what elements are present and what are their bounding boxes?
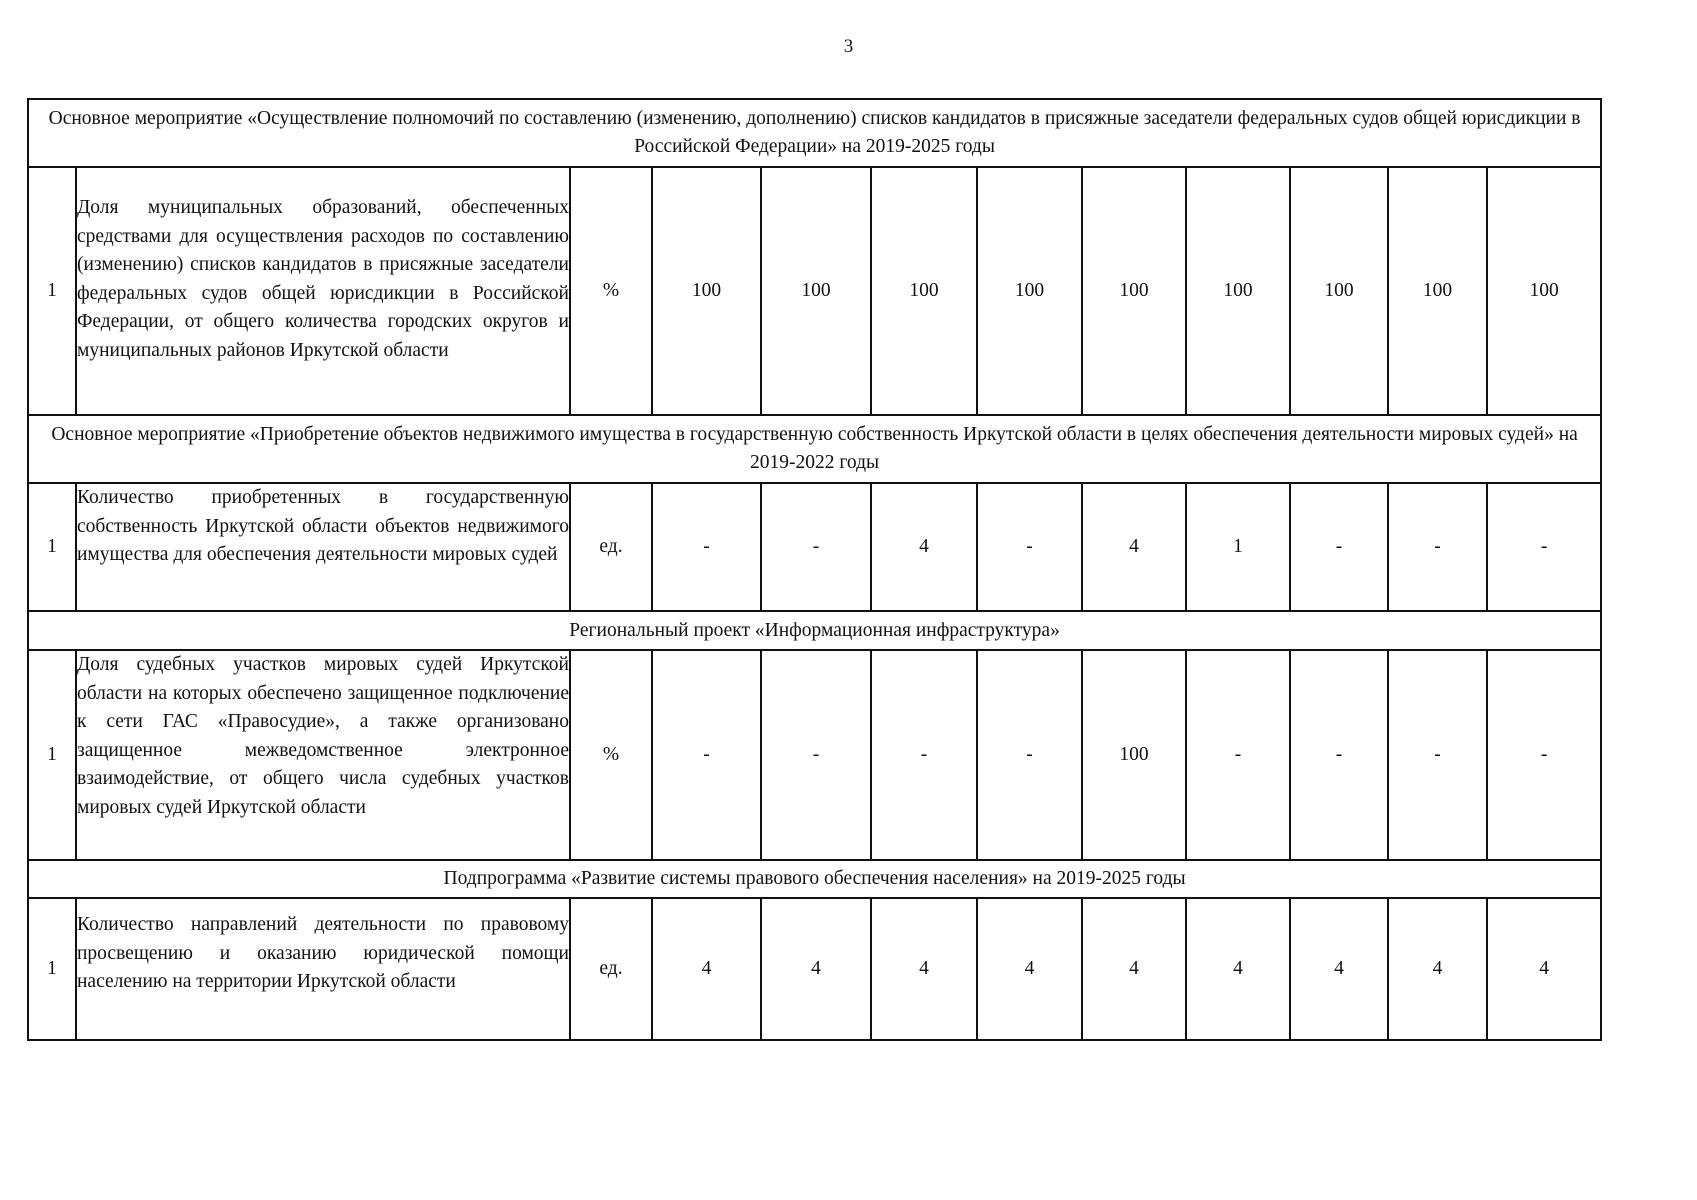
value-cell: 100 bbox=[1082, 167, 1186, 415]
indicator-description: Количество направлений деятельности по правовому просвещению и оказанию юридической помощи населению на территории Иркутской области bbox=[76, 898, 570, 1040]
value-cell: 4 bbox=[871, 483, 977, 611]
value-cell: - bbox=[1388, 650, 1487, 860]
value-cell: 100 bbox=[761, 167, 871, 415]
table-row bbox=[28, 167, 1601, 415]
indicators-table bbox=[27, 98, 1602, 1041]
value-cell: 100 bbox=[1186, 167, 1290, 415]
value-cell: 4 bbox=[1388, 898, 1487, 1040]
value-cell: 4 bbox=[1487, 898, 1601, 1040]
table-row bbox=[28, 483, 1601, 611]
value-cell: - bbox=[1388, 483, 1487, 611]
value-cell: 100 bbox=[652, 167, 761, 415]
value-cell: 4 bbox=[652, 898, 761, 1040]
value-cell: - bbox=[977, 483, 1082, 611]
value-cell: 4 bbox=[977, 898, 1082, 1040]
indicator-description: Доля муниципальных образований, обеспеченных средствами для осуществления расходов по составлению (изменению) списков кандидатов в присяжные заседатели федеральных судов общей юрисдикции в Российской Федерации, от общего количества городских округов и муниципальных районов Иркутской области bbox=[76, 167, 570, 415]
value-cell: - bbox=[1186, 650, 1290, 860]
value-cell: 100 bbox=[977, 167, 1082, 415]
section-heading: Региональный проект «Информационная инфраструктура» bbox=[28, 611, 1601, 650]
row-number: 1 bbox=[28, 483, 76, 611]
section-heading: Подпрограмма «Развитие системы правового обеспечения населения» на 2019-2025 годы bbox=[28, 860, 1601, 898]
value-cell: 100 bbox=[1290, 167, 1388, 415]
value-cell: - bbox=[977, 650, 1082, 860]
section-heading-row bbox=[28, 611, 1601, 650]
value-cell: 4 bbox=[1290, 898, 1388, 1040]
unit-cell: ед. bbox=[570, 483, 652, 611]
value-cell: - bbox=[871, 650, 977, 860]
value-cell: - bbox=[1487, 483, 1601, 611]
value-cell: - bbox=[761, 483, 871, 611]
indicator-description: Количество приобретенных в государственную собственность Иркутской области объектов недвижимого имущества для обеспечения деятельности мировых судей bbox=[76, 483, 570, 611]
value-cell: - bbox=[761, 650, 871, 860]
row-number: 1 bbox=[28, 167, 76, 415]
value-cell: 100 bbox=[871, 167, 977, 415]
row-number: 1 bbox=[28, 650, 76, 860]
value-cell: 4 bbox=[1186, 898, 1290, 1040]
value-cell: - bbox=[1290, 483, 1388, 611]
value-cell: 100 bbox=[1487, 167, 1601, 415]
value-cell: 4 bbox=[761, 898, 871, 1040]
value-cell: 4 bbox=[1082, 483, 1186, 611]
value-cell: - bbox=[652, 650, 761, 860]
page-number: 3 bbox=[843, 36, 854, 57]
table-row bbox=[28, 898, 1601, 1040]
row-number: 1 bbox=[28, 898, 76, 1040]
unit-cell: ед. bbox=[570, 898, 652, 1040]
value-cell: 100 bbox=[1082, 650, 1186, 860]
value-cell: 1 bbox=[1186, 483, 1290, 611]
section-heading: Основное мероприятие «Осуществление полномочий по составлению (изменению, дополнению) списков кандидатов в присяжные заседатели федеральных судов общей юрисдикции в Российской Федерации» на 2019-2025 годы bbox=[28, 99, 1601, 167]
value-cell: 4 bbox=[871, 898, 977, 1040]
section-heading-row bbox=[28, 99, 1601, 167]
indicator-description: Доля судебных участков мировых судей Иркутской области на которых обеспечено защищенное подключение к сети ГАС «Правосудие», а также организовано защищенное межведомственное электронное взаимодействие, от общего числа судебных участков мировых судей Иркутской области bbox=[76, 650, 570, 860]
value-cell: - bbox=[1290, 650, 1388, 860]
table-row bbox=[28, 650, 1601, 860]
section-heading: Основное мероприятие «Приобретение объектов недвижимого имущества в государственную собственность Иркутской области в целях обеспечения деятельности мировых судей» на 2019-2022 годы bbox=[28, 415, 1601, 483]
value-cell: - bbox=[652, 483, 761, 611]
section-heading-row bbox=[28, 860, 1601, 898]
value-cell: - bbox=[1487, 650, 1601, 860]
unit-cell: % bbox=[570, 167, 652, 415]
value-cell: 100 bbox=[1388, 167, 1487, 415]
value-cell: 4 bbox=[1082, 898, 1186, 1040]
section-heading-row bbox=[28, 415, 1601, 483]
unit-cell: % bbox=[570, 650, 652, 860]
